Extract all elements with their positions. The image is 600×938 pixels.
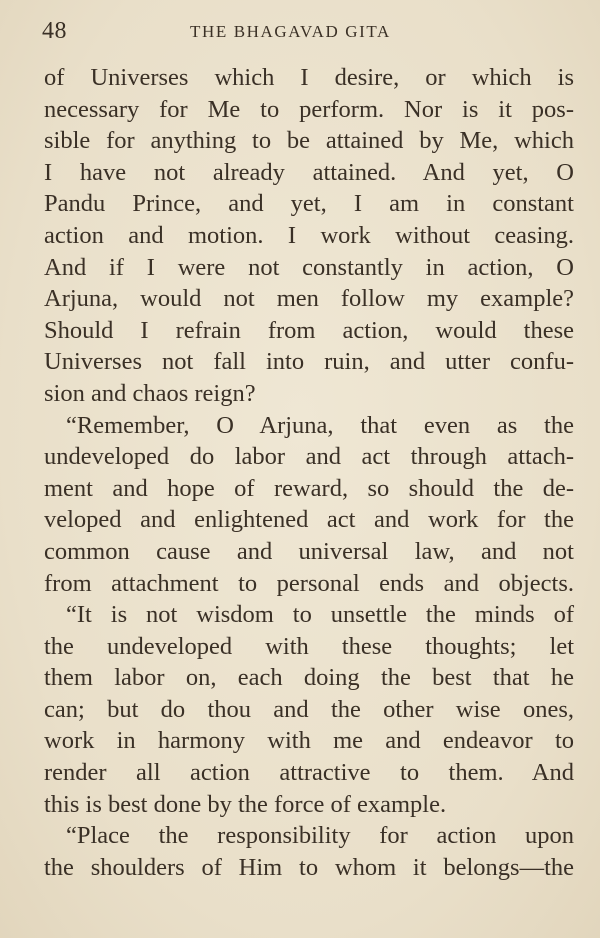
- text-line: “It is not wisdom to unsettle the minds of: [66, 601, 574, 629]
- text-line: ment and hope of reward, so should the de-: [44, 474, 574, 502]
- text-line: from attachment to personal ends and objects.: [44, 569, 574, 597]
- text-line: the shoulders of Him to whom it belongs—the: [44, 853, 574, 881]
- text-line: Universes not fall into ruin, and utter confu-: [44, 348, 574, 376]
- text-line: “Remember, O Arjuna, that even as the: [66, 411, 574, 439]
- text-line: render all action attractive to them. And: [44, 759, 574, 787]
- text-line: Should I refrain from action, would these: [44, 316, 574, 344]
- text-line: And if I were not constantly in action, O: [44, 253, 574, 281]
- text-line: work in harmony with me and endeavor to: [44, 727, 574, 755]
- text-line: Arjuna, would not men follow my example?: [44, 285, 574, 313]
- page-number: 48: [42, 18, 67, 44]
- text-line: necessary for Me to perform. Nor is it pos-: [44, 95, 574, 123]
- text-line: veloped and enlightened act and work for the: [44, 506, 574, 534]
- text-line: sible for anything to be attained by Me, which: [44, 127, 574, 155]
- running-head: THE BHAGAVAD GITA: [190, 22, 391, 41]
- text-line: can; but do thou and the other wise ones,: [44, 695, 574, 723]
- body-text: [44, 62, 574, 883]
- text-line: undeveloped do labor and act through attach-: [44, 443, 574, 471]
- text-line: the undeveloped with these thoughts; let: [44, 632, 574, 660]
- text-line: this is best done by the force of example.: [44, 790, 447, 818]
- text-line: Pandu Prince, and yet, I am in constant: [44, 190, 574, 218]
- text-line: sion and chaos reign?: [44, 379, 256, 407]
- text-line: “Place the responsibility for action upon: [66, 822, 574, 850]
- text-line: them labor on, each doing the best that he: [44, 664, 574, 692]
- text-line: common cause and universal law, and not: [44, 537, 574, 565]
- text-line: I have not already attained. And yet, O: [44, 158, 574, 186]
- text-line: of Universes which I desire, or which is: [44, 64, 574, 91]
- text-line: action and motion. I work without ceasing.: [44, 221, 574, 249]
